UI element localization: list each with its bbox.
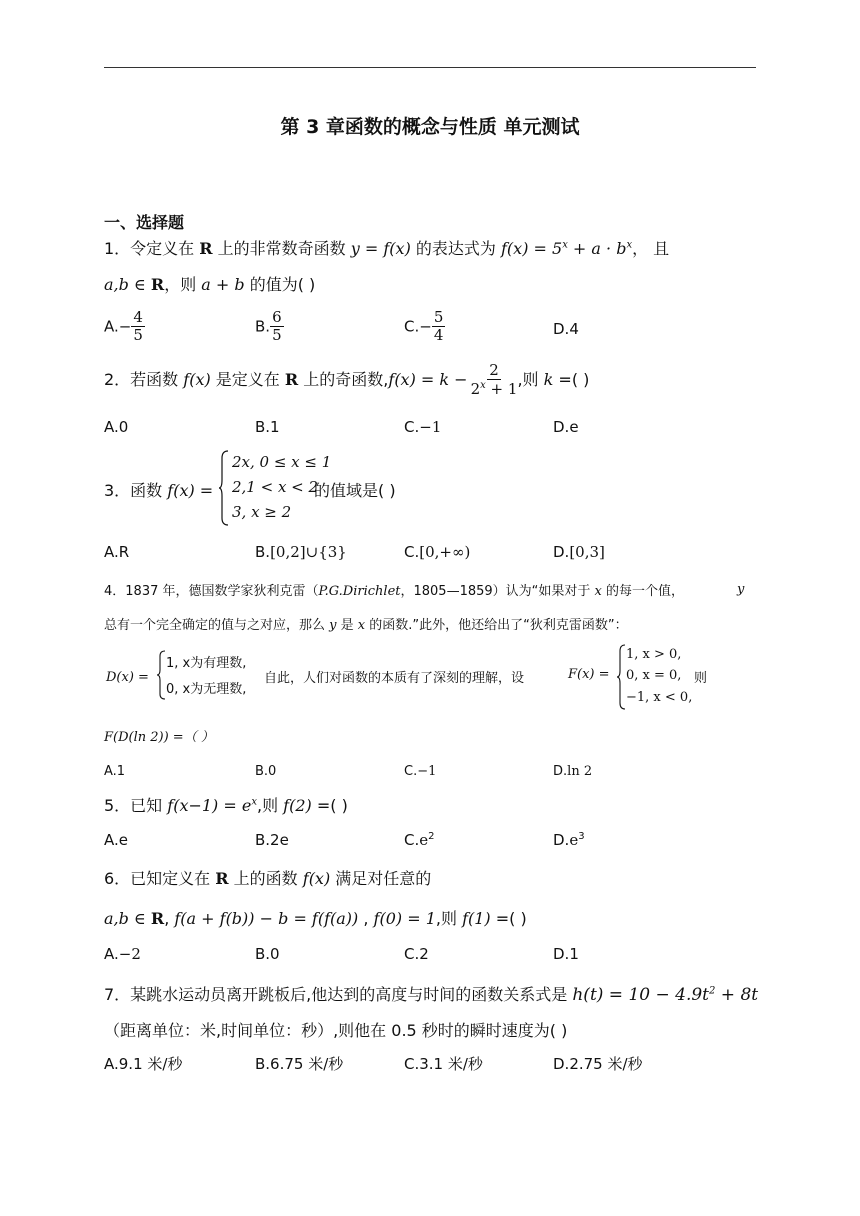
q3-case-3: 3, x ≥ 2 — [232, 503, 292, 521]
question-6-line-1: 6．已知定义在 R 上的函数 f(x) 满足对任意的 — [104, 869, 432, 888]
question-1-line-1: 1．令定义在 R 上的非常数奇函数 y = f(x) 的表达式为 $f(x) = 5^x + a \cdot b^x$， 且 — [104, 239, 670, 258]
question-3-tail: 的值域是( ) — [314, 481, 396, 500]
q3-option-a[interactable]: A.R — [104, 543, 130, 561]
question-4-line-2: 总有一个完全确定的值与之对应，那么 y 是 x 的函数.”此外，他还给出了“狄利克雷函数”： — [104, 618, 628, 633]
q1-option-b[interactable]: B. $\frac{6}{5}$ — [255, 308, 282, 345]
question-3-lead: 3．函数 f(x) = — [104, 481, 214, 500]
question-5: 5．已知 $f(x-1) = e^x$,则 f(2) =( ) — [104, 796, 348, 815]
q3-option-c[interactable]: C.[0,+∞) — [404, 543, 471, 561]
q4-option-b[interactable]: B.0 — [255, 764, 277, 779]
q3-option-b[interactable]: B.[0,2]∪{3} — [255, 543, 347, 561]
q4-y-symbol: y — [737, 582, 745, 597]
q3-case-1: 2x, 0 ≤ x ≤ 1 — [232, 453, 332, 471]
q1-option-d[interactable]: D.4 — [553, 320, 579, 338]
q6-option-a[interactable]: A.−2 — [104, 945, 141, 963]
q3-case-2: 2,1 < x < 2 — [232, 478, 319, 496]
question-2: 2．若函数 f(x) 是定义在 R 上的奇函数,f(x) = k − $\frac{2}{2^x + 1}$ ,则 k =( ) — [104, 361, 590, 399]
q5-option-c[interactable]: $C.e^2$ — [404, 831, 435, 849]
q4-f-case-3: −1, x < 0, — [626, 690, 693, 705]
question-4-line-4: F(D(ln 2)) =（ ） — [104, 730, 214, 745]
q5-option-d[interactable]: $D.e^3$ — [553, 831, 585, 849]
q4-dirichlet-lhs: D(x) = — [106, 670, 149, 685]
q4-option-d[interactable]: D.ln 2 — [553, 764, 593, 779]
q2-option-a[interactable]: A.0 — [104, 418, 129, 436]
question-1-line-2: a,b ∈ R，则 a + b 的值为( ) — [104, 275, 316, 294]
q3-brace-icon — [218, 450, 230, 526]
q4-f-brace-icon — [616, 644, 626, 710]
q3-option-d[interactable]: D.[0,3] — [553, 543, 605, 561]
q2-option-c[interactable]: C.−1 — [404, 418, 442, 436]
q7-option-b[interactable]: B.6.75 米/秒 — [255, 1055, 344, 1073]
q6-option-d[interactable]: D.1 — [553, 945, 579, 963]
question-7-line-2: （距离单位：米,时间单位：秒）,则他在 0.5 秒时的瞬时速度为( ) — [104, 1021, 568, 1040]
q6-option-c[interactable]: C.2 — [404, 945, 429, 963]
section-heading: 一、选择题 — [104, 213, 185, 232]
q5-option-b[interactable]: B.2e — [255, 831, 289, 849]
q2-option-b[interactable]: B.1 — [255, 418, 280, 436]
header-rule — [104, 67, 756, 68]
q4-f-case-1: 1, x > 0, — [626, 647, 682, 662]
q4-sign-lhs: F(x) = — [568, 667, 610, 682]
page-title: 第 3 章函数的概念与性质 单元测试 — [280, 116, 580, 138]
q4-middle-text: 自此，人们对函数的本质有了深刻的理解，设 — [264, 671, 525, 686]
q4-option-c[interactable]: C.−1 — [404, 764, 437, 779]
q1-option-c[interactable]: C.− $\frac{5}{4}$ — [404, 308, 444, 345]
q4-d-brace-icon — [156, 650, 166, 700]
q6-option-b[interactable]: B.0 — [255, 945, 280, 963]
q7-option-d[interactable]: D.2.75 米/秒 — [553, 1055, 643, 1073]
q4-f-case-2: 0, x = 0, — [626, 668, 682, 683]
q7-option-a[interactable]: A.9.1 米/秒 — [104, 1055, 183, 1073]
q4-d-case-1: 1, x为有理数, — [166, 656, 247, 671]
q4-then: 则 — [694, 671, 708, 686]
question-7-line-1: 7．某跳水运动员离开跳板后,他达到的高度与时间的函数关系式是 $h(t) = 10 - 4.9t^2 + 8t$ — [104, 985, 759, 1005]
q4-option-a[interactable]: A.1 — [104, 764, 126, 779]
q2-option-d[interactable]: D.e — [553, 418, 579, 436]
q1-option-a[interactable]: A.− $\frac{4}{5}$ — [104, 308, 143, 345]
question-4-line-1: 4．1837 年，德国数学家狄利克雷（P.G.Dirichlet，1805—1859）认为“如果对于 x 的每一个值， — [104, 584, 685, 599]
q7-option-c[interactable]: C.3.1 米/秒 — [404, 1055, 483, 1073]
question-6-line-2: a,b ∈ R, f(a + f(b)) − b = f(f(a)) , f(0) = 1,则 f(1) =( ) — [104, 909, 527, 928]
q5-option-a[interactable]: A.e — [104, 831, 128, 849]
q4-d-case-2: 0, x为无理数, — [166, 682, 247, 697]
